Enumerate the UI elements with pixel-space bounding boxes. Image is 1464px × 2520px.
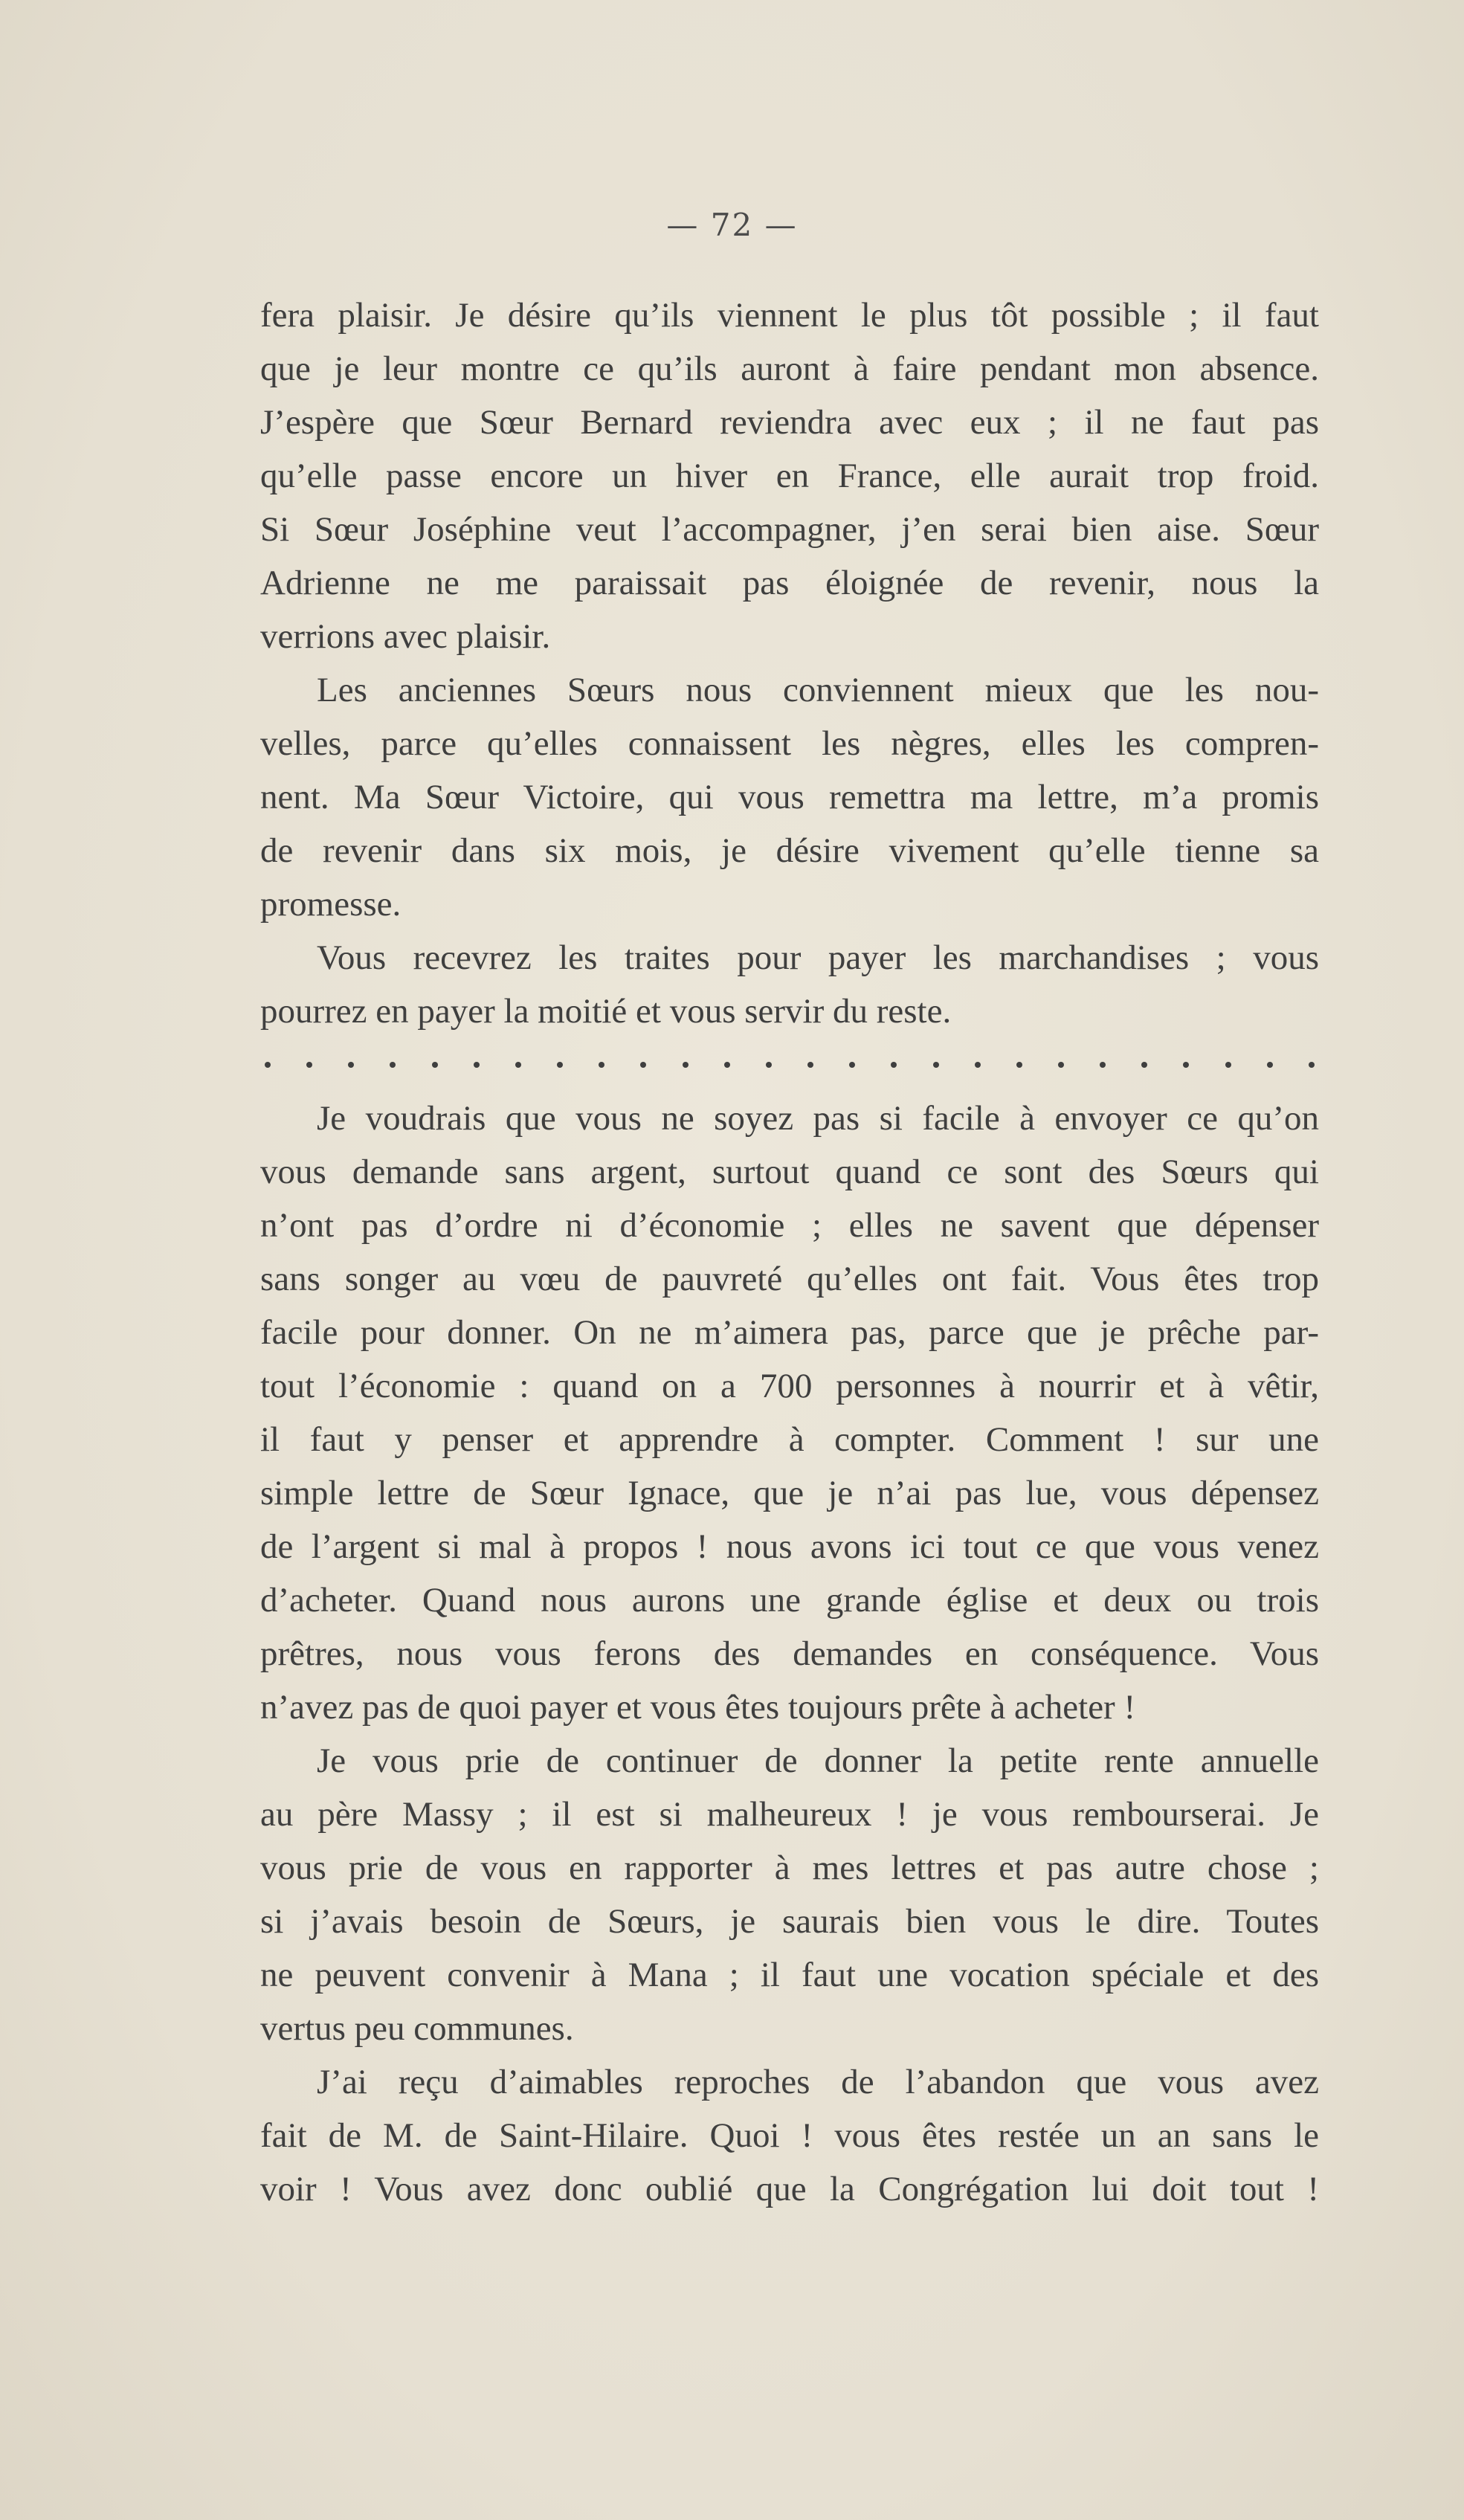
ellipsis-dot xyxy=(1267,1062,1273,1068)
text-line: fait de M. de Saint-Hilaire. Quoi ! vous êtes restée un an sans le xyxy=(260,2116,1319,2155)
ellipsis-dot xyxy=(640,1062,646,1068)
text-line: Je vous prie de continuer de donner la petite rente annuelle xyxy=(317,1741,1319,1780)
ellipsis-dot xyxy=(1309,1062,1315,1068)
ellipsis-dot xyxy=(1183,1062,1189,1068)
text-line: vous demande sans argent, surtout quand ce sont des Sœurs qui xyxy=(260,1153,1319,1191)
page-number: — 72 — xyxy=(666,207,798,243)
text-line: J’espère que Sœur Bernard reviendra avec eux ; il ne faut pas xyxy=(260,403,1319,442)
text-line: que je leur montre ce qu’ils auront à faire pendant mon absence. xyxy=(260,349,1319,388)
ellipsis-dot xyxy=(557,1062,563,1068)
text-line: n’avez pas de quoi payer et vous êtes toujours prête à acheter ! xyxy=(260,1688,1136,1727)
text-line: Je voudrais que vous ne soyez pas si facile à envoyer ce qu’on xyxy=(317,1099,1319,1138)
ellipsis-dot xyxy=(599,1062,604,1068)
ellipsis-dot xyxy=(724,1062,730,1068)
text-line: pourrez en payer la moitié et vous servir du reste. xyxy=(260,992,952,1031)
text-line: de l’argent si mal à propos ! nous avons ici tout ce que vous venez xyxy=(260,1527,1319,1566)
text-line: promesse. xyxy=(260,885,402,924)
ellipsis-dot xyxy=(933,1062,939,1068)
text-line: il faut y penser et apprendre à compter. Comment ! sur une xyxy=(260,1420,1319,1459)
ellipsis-dot xyxy=(265,1062,271,1068)
ellipsis-dot xyxy=(348,1062,354,1068)
text-line: fera plaisir. Je désire qu’ils viennent le plus tôt possible ; il faut xyxy=(260,296,1319,335)
text-line: n’ont pas d’ordre ni d’économie ; elles ne savent que dépenser xyxy=(260,1206,1319,1245)
text-line: J’ai reçu d’aimables reproches de l’abandon que vous avez xyxy=(317,2063,1319,2101)
text-line: Adrienne ne me paraissait pas éloignée de revenir, nous la xyxy=(260,564,1319,602)
ellipsis-separator xyxy=(260,1038,1319,1092)
text-line: vertus peu communes. xyxy=(260,2009,574,2048)
ellipsis-dot xyxy=(975,1062,981,1068)
ellipsis-dot xyxy=(1016,1062,1022,1068)
text-line: de revenir dans six mois, je désire vivement qu’elle tienne sa xyxy=(260,831,1319,870)
ellipsis-dot xyxy=(891,1062,897,1068)
ellipsis-dot xyxy=(306,1062,312,1068)
ellipsis-dot xyxy=(515,1062,521,1068)
text-line: d’acheter. Quand nous aurons une grande église et deux ou trois xyxy=(260,1581,1319,1620)
ellipsis-dot xyxy=(1058,1062,1064,1068)
ellipsis-dot xyxy=(1141,1062,1147,1068)
text-line: simple lettre de Sœur Ignace, que je n’ai pas lue, vous dépensez xyxy=(260,1474,1319,1512)
ellipsis-dot xyxy=(766,1062,772,1068)
ellipsis-dot xyxy=(807,1062,813,1068)
ellipsis-dot xyxy=(390,1062,396,1068)
text-line: Vous recevrez les traites pour payer les marchandises ; vous xyxy=(317,938,1319,977)
text-line: si j’avais besoin de Sœurs, je saurais bien vous le dire. Toutes xyxy=(260,1902,1319,1941)
text-line: au père Massy ; il est si malheureux ! je vous rembourserai. Je xyxy=(260,1795,1319,1834)
ellipsis-dot xyxy=(849,1062,855,1068)
text-line: voir ! Vous avez donc oublié que la Congrégation lui doit tout ! xyxy=(260,2170,1319,2208)
text-line: Les anciennes Sœurs nous conviennent mieux que les nou- xyxy=(317,671,1319,709)
text-line: facile pour donner. On ne m’aimera pas, parce que je prêche par- xyxy=(260,1313,1319,1352)
text-line: qu’elle passe encore un hiver en France, elle aurait trop froid. xyxy=(260,457,1319,495)
text-line: sans songer au vœu de pauvreté qu’elles ont fait. Vous êtes trop xyxy=(260,1260,1319,1298)
ellipsis-dot xyxy=(432,1062,438,1068)
text-line: ne peuvent convenir à Mana ; il faut une vocation spéciale et des xyxy=(260,1956,1319,1994)
ellipsis-dot xyxy=(474,1062,480,1068)
text-line: Si Sœur Joséphine veut l’accompagner, j’en serai bien aise. Sœur xyxy=(260,510,1319,549)
text-line: nent. Ma Sœur Victoire, qui vous remettra ma lettre, m’a promis xyxy=(260,778,1319,816)
text-line: verrions avec plaisir. xyxy=(260,617,551,656)
ellipsis-dot xyxy=(683,1062,689,1068)
text-line: velles, parce qu’elles connaissent les nègres, elles les compren- xyxy=(260,724,1319,763)
ellipsis-dot xyxy=(1225,1062,1231,1068)
text-line: tout l’économie : quand on a 700 personnes à nourrir et à vêtir, xyxy=(260,1367,1319,1405)
text-line: prêtres, nous vous ferons des demandes en conséquence. Vous xyxy=(260,1634,1319,1673)
text-line: vous prie de vous en rapporter à mes lettres et pas autre chose ; xyxy=(260,1849,1319,1887)
ellipsis-dot xyxy=(1100,1062,1106,1068)
body-text xyxy=(260,289,1319,2216)
